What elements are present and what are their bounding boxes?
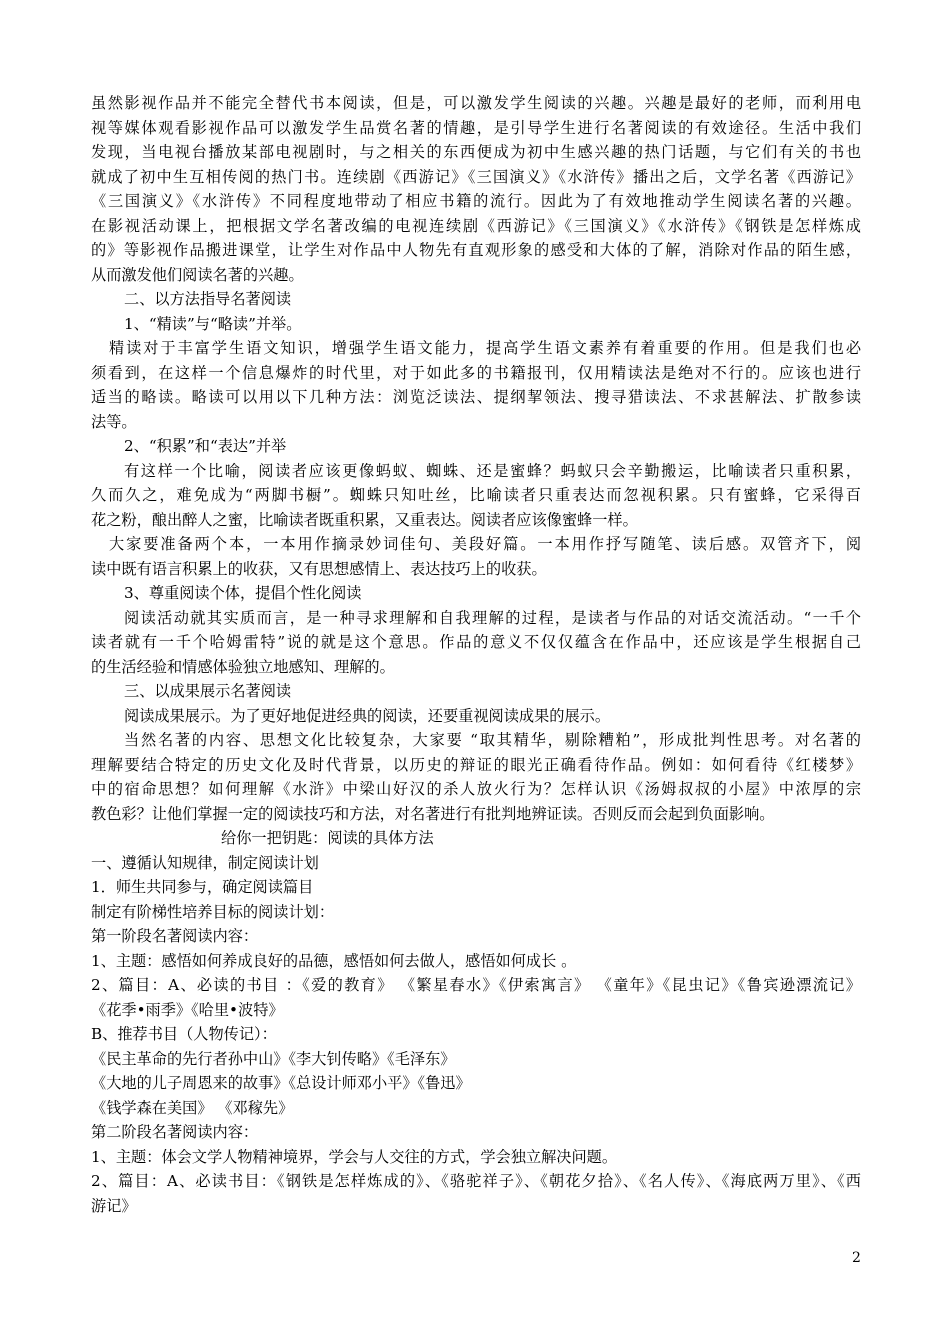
text-line: 第二阶段名著阅读内容： bbox=[91, 1123, 259, 1141]
text-line: 大家要准备两个本，一本用作摘录妙词佳句、美段好篇。一本用作抒写随笔、读后感。双管齐下，阅 bbox=[109, 535, 861, 553]
text-line: 就成了初中生互相传阅的热门书。连续剧《西游记》《三国演义》《水浒传》播出之后，文学名著《西游记》 bbox=[91, 167, 861, 186]
text-line: 2、篇目：A、必读的书目 ：《爱的教育》 《繁星春水》《伊索寓言》 《童年》《昆虫记》《鲁宾逊漂流记》 bbox=[91, 976, 861, 994]
text-line: 发现，当电视台播放某部电视剧时，与之相关的东西便成为初中生感兴趣的热门话题，与它们有关的书也 bbox=[91, 143, 861, 161]
text-line: 《民主革命的先行者孙中山》《李大钊传略》《毛泽东》 bbox=[91, 1049, 456, 1068]
text-line: 读中既有语言积累上的收获，又有思想感情上、表达技巧上的收获。 bbox=[91, 559, 547, 578]
text-line: 三、以成果展示名著阅读 bbox=[124, 682, 292, 700]
text-line: 教色彩？让他们掌握一定的阅读技巧和方法，对名著进行有批判地辨证读。否则反而会起到负面影响。 bbox=[91, 804, 775, 823]
text-line: 《大地的儿子周恩来的故事》《总设计师邓小平》《鲁迅》 bbox=[91, 1074, 471, 1092]
text-line: 1、主题：感悟如何养成良好的品德，感悟如何去做人，感悟如何成长 。 bbox=[91, 951, 577, 970]
text-line: 视等媒体观看影视作品可以激发学生品赏名著的情趣，是引导学生进行名著阅读的有效途径。生活中我们 bbox=[91, 118, 861, 137]
text-line: 须看到，在这样一个信息爆炸的时代里，对于如此多的书籍报刊，仅用精读法是绝对不行的。应该也进行 bbox=[91, 363, 861, 382]
text-line: 《花季•雨季》《哈里•波特》 bbox=[91, 1000, 284, 1019]
text-line: 给你一把钥匙：阅读的具体方法 bbox=[221, 829, 434, 847]
text-line: 的》等影视作品搬进课堂，让学生对作品中人物先有直观形象的感受和大体的了解，消除对作品的陌生感， bbox=[91, 241, 861, 259]
text-line: 有这样一个比喻，阅读者应该更像蚂蚁、蜘蛛、还是蜜蜂？蚂蚁只会辛勤搬运，比喻读者只重积累， bbox=[124, 461, 861, 480]
text-line: 在影视活动课上，把根据文学名著改编的电视连续剧《西游记》《三国演义》《水浒传》《钢铁是怎样炼成 bbox=[91, 216, 861, 235]
text-line: 第一阶段名著阅读内容： bbox=[91, 927, 259, 945]
text-line: 2、“积累”和“表达”并举 bbox=[124, 437, 287, 455]
text-line: 制定有阶梯性培养目标的阅读计划： bbox=[91, 902, 334, 921]
page-number: 2 bbox=[852, 1250, 861, 1266]
text-line: 3、尊重阅读个体，提倡个性化阅读 bbox=[124, 584, 362, 602]
text-line: 适当的略读。略读可以用以下几种方法：浏览泛读法、提纲挈领法、搜寻猎读法、不求甚解法、扩散参读 bbox=[91, 388, 861, 406]
text-line: B、推荐书目（人物传记）： bbox=[91, 1025, 277, 1043]
text-line: 从而激发他们阅读名著的兴趣。 bbox=[91, 265, 304, 284]
text-line: 中的宿命思想？如何理解《水浒》中梁山好汉的杀人放火行为？怎样认识《汤姆叔叔的小屋》中浓厚的宗 bbox=[91, 780, 861, 798]
text-line: 《钱学森在美国》 《邓稼先》 bbox=[91, 1098, 294, 1117]
text-line: 花之粉，酿出醉人之蜜，比喻读者既重积累，又重表达。阅读者应该像蜜蜂一样。 bbox=[91, 510, 638, 529]
text-line: 2、篇目：A、必读书目：《钢铁是怎样炼成的》、《骆驼祥子》、《朝花夕拾》、《名人传》、《海底两万里》、《西 bbox=[91, 1172, 861, 1190]
text-line: 当然名著的内容、思想文化比较复杂，大家要 “取其精华，剔除糟粕”，形成批判性思考。对名著的 bbox=[124, 731, 861, 749]
text-line: 久而久之，难免成为“两脚书橱”。蜘蛛只知吐丝，比喻读者只重表达而忽视积累。只有蜜蜂，它采得百 bbox=[91, 486, 861, 504]
text-line: 读者就有一千个哈姆雷特”说的就是这个意思。作品的意义不仅仅蕴含在作品中，还应该是学生根据自己 bbox=[91, 633, 861, 651]
text-line: 游记》 bbox=[91, 1196, 137, 1215]
text-line: 理解要结合特定的历史文化及时代背景，以历史的辩证的眼光正确看待作品。例如：如何看待《红楼梦》 bbox=[91, 755, 861, 774]
text-line: 《三国演义》《水浒传》不同程度地带动了相应书籍的流行。因此为了有效地推动学生阅读名著的兴趣。 bbox=[91, 192, 861, 210]
text-line: 一、遵循认知规律，制定阅读计划 bbox=[91, 853, 319, 872]
text-line: 法等。 bbox=[91, 412, 137, 431]
text-line: 的生活经验和情感体验独立地感知、理解的。 bbox=[91, 657, 395, 676]
text-line: 1．师生共同参与，确定阅读篇目 bbox=[91, 878, 314, 896]
document-body bbox=[91, 91, 861, 1218]
text-line: 二、以方法指导名著阅读 bbox=[124, 290, 292, 308]
text-line: 精读对于丰富学生语文知识，增强学生语文能力，提高学生语文素养有着重要的作用。但是我们也必 bbox=[109, 339, 861, 357]
text-line: 阅读活动就其实质而言，是一种寻求理解和自我理解的过程，是读者与作品的对话交流活动。“一千个 bbox=[124, 608, 861, 627]
text-line: 1、主题：体会文学人物精神境界，学会与人交往的方式，学会独立解决问题。 bbox=[91, 1147, 618, 1166]
text-line: 阅读成果展示。为了更好地促进经典的阅读，还要重视阅读成果的展示。 bbox=[124, 706, 610, 725]
text-line: 1、“精读”与“略读”并举。 bbox=[124, 314, 302, 333]
text-line: 虽然影视作品并不能完全替代书本阅读，但是，可以激发学生阅读的兴趣。兴趣是最好的老师，而利用电 bbox=[91, 94, 861, 112]
